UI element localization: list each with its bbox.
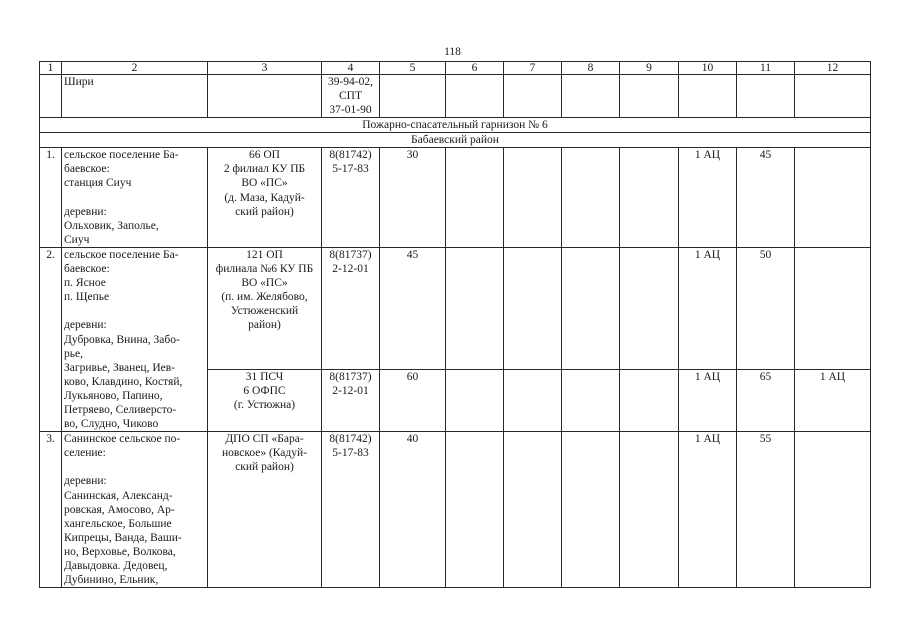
- villages-list: [64, 489, 205, 588]
- table-row-2a: [40, 247, 871, 369]
- text-line: ДПО СП «Бара-: [225, 433, 304, 446]
- text-line: Лукьяново, Папино,: [64, 389, 163, 402]
- column-number-5: 5: [380, 62, 446, 75]
- text-line: (г. Устюжна): [233, 399, 296, 412]
- text-line: район): [248, 319, 281, 332]
- cont-col2: Шири: [62, 75, 208, 118]
- text-line: 39-94-02,: [327, 76, 374, 88]
- text-line: п. Щепье: [64, 291, 110, 304]
- text-line: сельское поселение Ба-: [64, 248, 179, 261]
- row-number: 2.: [40, 247, 62, 431]
- fire-coverage-table: [39, 61, 871, 588]
- text-line: 2-12-01: [332, 385, 369, 398]
- arrival-time: 30: [380, 148, 446, 248]
- text-line: Сиуч: [64, 233, 90, 246]
- text-line: ский район): [235, 461, 294, 474]
- table-row-1: [40, 148, 871, 248]
- text-line: ВО «ПС»: [241, 177, 288, 190]
- text-line: новское» (Кадуй-: [221, 447, 308, 460]
- text-line: ково, Клавдино, Костяй,: [64, 375, 183, 388]
- text-line: селение:: [64, 447, 106, 460]
- text-line: (д. Маза, Кадуй-: [224, 191, 305, 204]
- text-line: 6 ОФПС: [243, 385, 286, 398]
- text-line: баевское:: [64, 163, 110, 176]
- text-line: рье,: [64, 347, 83, 360]
- district-row: [40, 133, 871, 148]
- arrival-time: 40: [380, 432, 446, 588]
- settlement-cell: [62, 247, 208, 431]
- column-number-8: 8: [562, 62, 620, 75]
- text-line: 8(81737): [329, 248, 372, 261]
- villages-label: деревни:: [64, 475, 107, 488]
- district-title: Бабаевский район: [40, 133, 871, 148]
- column-number-10: 10: [679, 62, 737, 75]
- text-line: во, Слудно, Чиково: [64, 418, 159, 431]
- text-line: но, Верховье, Волкова,: [64, 545, 176, 558]
- villages-list: [64, 219, 205, 247]
- equipment: 1 АЦ: [679, 148, 737, 248]
- fire-unit: [208, 370, 322, 432]
- column-number-2: 2: [62, 62, 208, 75]
- text-line: 66 ОП: [249, 149, 280, 162]
- text-line: 8(81737): [329, 371, 372, 384]
- table-row-continuation: [40, 75, 871, 118]
- value-col11: 45: [737, 148, 795, 248]
- text-line: (п. им. Желябово,: [221, 291, 308, 304]
- fire-unit: [208, 148, 322, 248]
- text-line: 31 ПСЧ: [245, 371, 284, 384]
- fire-unit: [208, 432, 322, 588]
- settlement-name: [64, 432, 205, 460]
- equipment-col12: 1 АЦ: [795, 370, 871, 432]
- garrison-title: Пожарно-спасательный гарнизон № 6: [40, 118, 871, 133]
- table-row-3: [40, 432, 871, 588]
- row-number: 3.: [40, 432, 62, 588]
- text-line: 5-17-83: [332, 447, 369, 460]
- page-number: 118: [444, 46, 461, 58]
- text-line: 8(81742): [329, 433, 372, 446]
- fire-unit: [208, 247, 322, 369]
- text-line: 8(81742): [329, 149, 372, 162]
- equipment: 1 АЦ: [679, 432, 737, 588]
- column-number-9: 9: [620, 62, 679, 75]
- column-number-6: 6: [446, 62, 504, 75]
- phone: [322, 432, 380, 588]
- text-line: Санинская, Александ-: [64, 489, 173, 502]
- text-line: ровская, Амосово, Ар-: [64, 503, 175, 516]
- row-number: 1.: [40, 148, 62, 248]
- equipment: 1 АЦ: [679, 247, 737, 369]
- text-line: 121 ОП: [246, 248, 283, 261]
- settlement-name: [64, 248, 205, 304]
- text-line: хангельское, Большие: [64, 517, 172, 530]
- text-line: ВО «ПС»: [241, 277, 288, 290]
- column-number-7: 7: [504, 62, 562, 75]
- garrison-row: [40, 118, 871, 133]
- text-line: Дубровка, Внина, Забо-: [64, 333, 180, 346]
- arrival-time: 60: [380, 370, 446, 432]
- settlement-name: [64, 148, 205, 190]
- text-line: Загривье, Званец, Иев-: [64, 361, 175, 374]
- text-line: сельское поселение Ба-: [64, 149, 179, 162]
- column-number-1: 1: [40, 62, 62, 75]
- value-col11: 50: [737, 247, 795, 369]
- phone: [322, 247, 380, 369]
- column-number-3: 3: [208, 62, 322, 75]
- text-line: Дубинино, Ельник,: [64, 574, 159, 587]
- text-line: СПТ: [339, 90, 362, 103]
- phone: [322, 148, 380, 248]
- column-number-11: 11: [737, 62, 795, 75]
- text-line: баевское:: [64, 263, 110, 276]
- settlement-cell: [62, 148, 208, 248]
- column-number-row: [40, 62, 871, 75]
- text-line: Ольховик, Заполье,: [64, 219, 159, 232]
- text-line: Давыдовка. Дедовец,: [64, 560, 168, 572]
- villages-list: [64, 333, 205, 432]
- text-line: станция Сиуч: [64, 177, 132, 190]
- text-line: Санинское сельское по-: [64, 433, 181, 446]
- equipment: 1 АЦ: [679, 370, 737, 432]
- text-line: 2-12-01: [332, 263, 369, 276]
- text-line: Устюженский: [230, 305, 299, 318]
- text-line: Петряево, Селиверсто-: [64, 403, 177, 416]
- value-col11: 55: [737, 432, 795, 588]
- text-line: филиала №6 КУ ПБ: [215, 263, 314, 276]
- text-line: 2 филиал КУ ПБ: [223, 163, 306, 176]
- settlement-cell: [62, 432, 208, 588]
- villages-label: деревни:: [64, 205, 107, 218]
- villages-label: деревни:: [64, 319, 107, 332]
- value-col11: 65: [737, 370, 795, 432]
- text-line: 37-01-90: [329, 104, 372, 117]
- column-number-4: 4: [322, 62, 380, 75]
- text-line: п. Ясное: [64, 277, 106, 290]
- text-line: Кипрецы, Ванда, Ваши-: [64, 531, 182, 544]
- cont-col4: [322, 75, 380, 118]
- phone: [322, 370, 380, 432]
- text-line: ский район): [235, 205, 294, 218]
- column-number-12: 12: [795, 62, 871, 75]
- text-line: 5-17-83: [332, 163, 369, 176]
- arrival-time: 45: [380, 247, 446, 369]
